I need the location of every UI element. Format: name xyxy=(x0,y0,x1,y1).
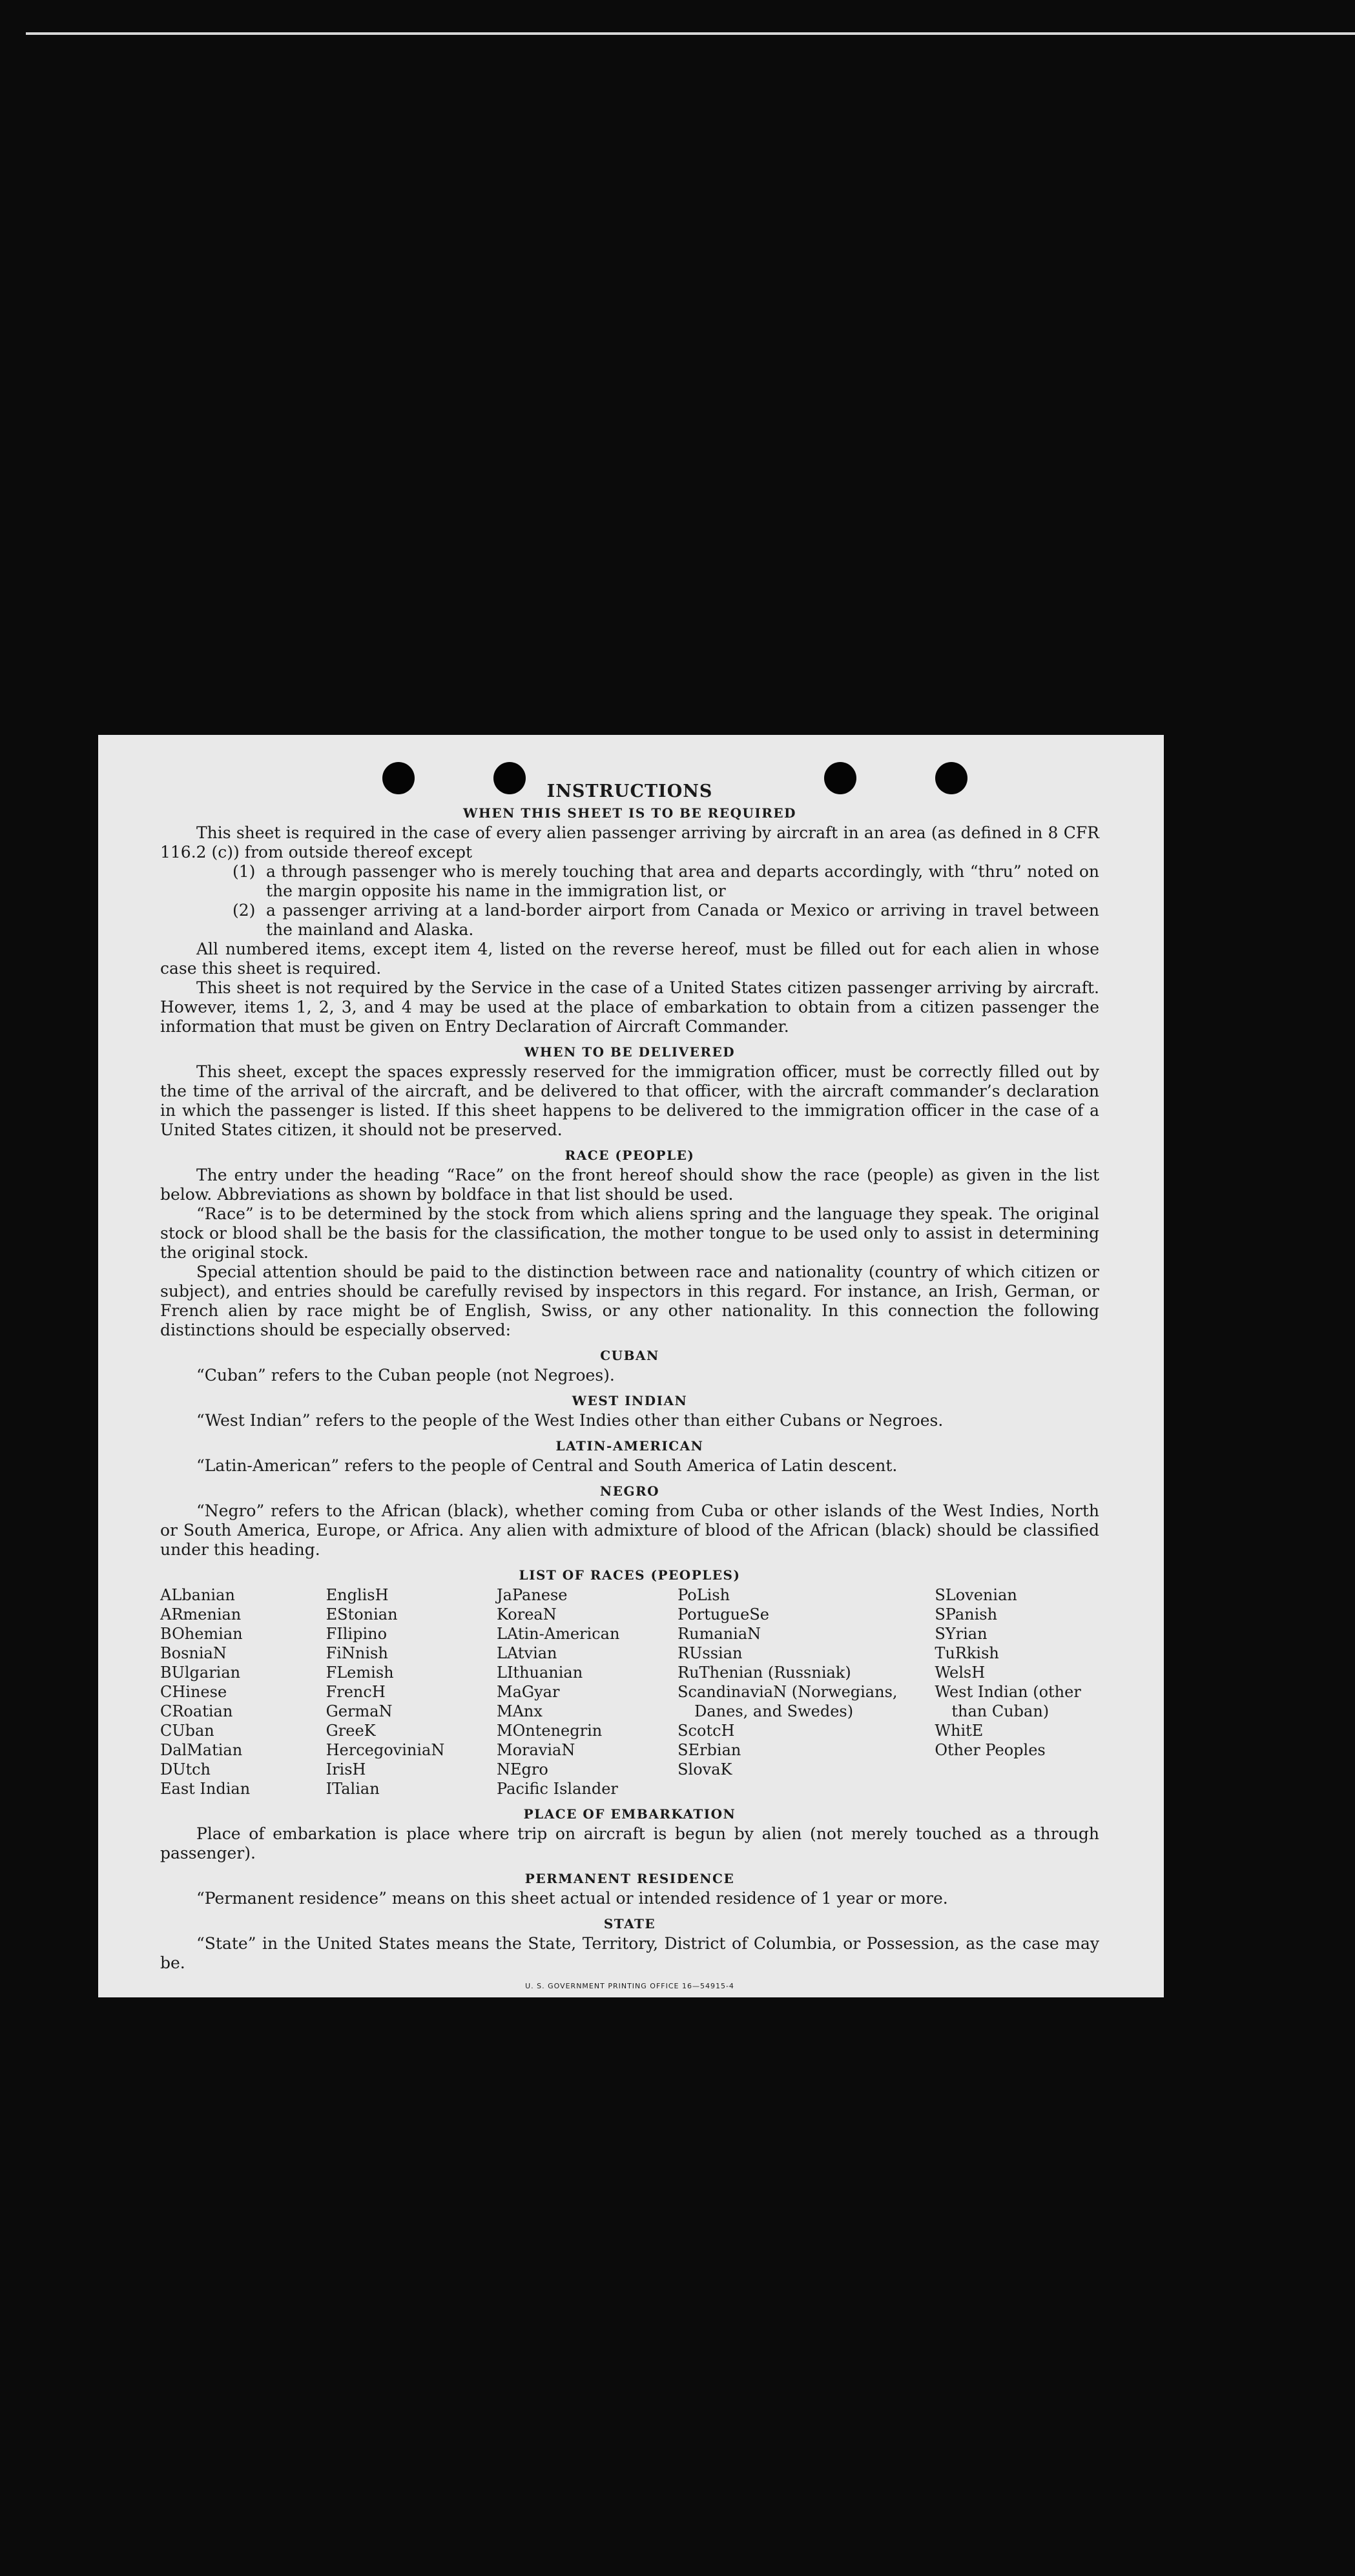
race-item: GreeK xyxy=(326,1722,376,1740)
race-item: CHinese xyxy=(160,1683,227,1701)
paragraph-west-indian: “West Indian” refers to the people of the West Indies other than either Cubans or Negroes. xyxy=(196,1411,944,1430)
heading-west-indian: WEST INDIAN xyxy=(572,1393,688,1408)
paragraph-delivery: This sheet, except the spaces expressly reserved for the immigration officer, must be correctly filled out by the time of the arrival of the aircraft, and be delivered to that officer, with the aircraft commander’s declaration in which the passenger is listed. If this sheet happens to be delivered to the immigration officer in the case of a United States citizen, it should not be preserved. xyxy=(160,1062,1099,1139)
race-item: TuRkish xyxy=(935,1644,999,1662)
race-item: LAtin-American xyxy=(497,1625,620,1643)
heading-race: RACE (PEOPLE) xyxy=(564,1148,695,1163)
exception-list xyxy=(160,862,1099,940)
paragraph-permanent-residence: “Permanent residence” means on this sheet actual or intended residence of 1 year or more. xyxy=(196,1889,948,1908)
punch-hole xyxy=(935,762,967,794)
paragraph-race-entry: The entry under the heading “Race” on the front hereof should show the race (people) as given in the list below. Abbreviations as shown by boldface in that list should be used. xyxy=(160,1166,1099,1204)
race-item: Other Peoples xyxy=(935,1741,1046,1759)
paragraph-latin-american: “Latin-American” refers to the people of Central and South America of Latin descent. xyxy=(196,1456,898,1475)
paragraph-cuban: “Cuban” refers to the Cuban people (not Negroes). xyxy=(196,1366,615,1385)
race-item: BosniaN xyxy=(160,1644,227,1662)
race-item: MaGyar xyxy=(497,1683,560,1701)
race-list xyxy=(160,1585,1099,1798)
race-item: ScotcH xyxy=(678,1722,735,1740)
race-item: RUssian xyxy=(678,1644,743,1662)
heading-latin-american: LATIN-AMERICAN xyxy=(555,1438,704,1454)
race-column xyxy=(497,1585,678,1798)
race-item: NEgro xyxy=(497,1760,548,1778)
paragraph-not-required: This sheet is not required by the Service in the case of a United States citizen passenger arriving by aircraft. However, items 1, 2, 3, and 4 may be used at the place of embarkation to obtain from a citizen passenger the information that must be given on Entry Declaration of Aircraft Commander. xyxy=(160,978,1099,1036)
paragraph-race-nationality: Special attention should be paid to the distinction between race and nationality (country of which citizen or subject), and entries should be carefully revised by inspectors in this regard. For instance, an Irish, German, or French alien by race might be of English, Swiss, or any other nationality. In this connection the following distinctions should be especially observed: xyxy=(160,1262,1099,1339)
punch-hole xyxy=(493,762,526,794)
race-item: ScandinaviaN (Norwegians, Danes, and Swedes) xyxy=(678,1683,898,1720)
heading-embarkation: PLACE OF EMBARKATION xyxy=(523,1806,736,1822)
punch-hole xyxy=(382,762,415,794)
item-text: a passenger arriving at a land-border airport from Canada or Mexico or arriving in travel between the mainland and Alaska. xyxy=(266,901,1099,939)
item-number: (1) xyxy=(233,862,256,881)
race-item: BUlgarian xyxy=(160,1664,241,1682)
heading-negro: NEGRO xyxy=(599,1483,660,1499)
race-column xyxy=(678,1585,935,1798)
race-item: MOntenegrin xyxy=(497,1722,603,1740)
item-number: (2) xyxy=(233,901,256,920)
paragraph-numbered-items: All numbered items, except item 4, listed on the reverse hereof, must be filled out for each alien in whose case this sheet is required. xyxy=(160,940,1099,978)
heading-state: STATE xyxy=(603,1916,656,1932)
race-item: ALbanian xyxy=(160,1586,235,1604)
item-text: a through passenger who is merely touching that area and departs accordingly, with “thru” noted on the margin opposite his name in the immigration list, or xyxy=(266,862,1099,900)
race-item: GermaN xyxy=(326,1702,393,1720)
race-item: WelsH xyxy=(935,1664,986,1682)
race-column xyxy=(935,1585,1099,1798)
race-item: KoreaN xyxy=(497,1605,557,1623)
race-column xyxy=(326,1585,497,1798)
race-item: Pacific Islander xyxy=(497,1780,618,1798)
exception-item xyxy=(233,901,1099,940)
paragraph-required-intro: This sheet is required in the case of every alien passenger arriving by aircraft in an area (as defined in 8 CFR 116.2 (c)) from outside thereof except xyxy=(160,823,1099,861)
race-item: CUban xyxy=(160,1722,214,1740)
race-item: FLemish xyxy=(326,1664,394,1682)
race-item: LAtvian xyxy=(497,1644,557,1662)
race-item: MoraviaN xyxy=(497,1741,575,1759)
race-item: CRoatian xyxy=(160,1702,233,1720)
paragraph-state: “State” in the United States means the State, Territory, District of Columbia, or Possession, as the case may be. xyxy=(160,1934,1099,1972)
race-item: DalMatian xyxy=(160,1741,243,1759)
race-item: PortugueSe xyxy=(678,1605,769,1623)
race-item: FrencH xyxy=(326,1683,386,1701)
race-item: HercegoviniaN xyxy=(326,1741,445,1759)
paragraph-embarkation: Place of embarkation is place where trip on aircraft is begun by alien (not merely touched as a through passenger). xyxy=(160,1824,1099,1862)
heading-when-delivered: WHEN TO BE DELIVERED xyxy=(524,1044,736,1060)
page-title: INSTRUCTIONS xyxy=(546,781,713,801)
race-item: IrisH xyxy=(326,1760,366,1778)
heading-when-required: WHEN THIS SHEET IS TO BE REQUIRED xyxy=(463,805,796,821)
heading-permanent-residence: PERMANENT RESIDENCE xyxy=(524,1871,735,1886)
race-item: EStonian xyxy=(326,1605,398,1623)
race-item: MAnx xyxy=(497,1702,543,1720)
race-item: RuThenian (Russniak) xyxy=(678,1664,851,1682)
race-item: SLovenian xyxy=(935,1586,1017,1604)
paragraph-negro: “Negro” refers to the African (black), whether coming from Cuba or other islands of the West Indies, North or South America, Europe, or Africa. Any alien with admixture of blood of the African (black) should be classified under this heading. xyxy=(160,1501,1099,1559)
paragraph-race-definition: “Race” is to be determined by the stock from which aliens spring and the language they speak. The original stock or blood shall be the basis for the classification, the mother tongue to be used only to assist in determining the original stock. xyxy=(160,1204,1099,1262)
race-item: WhitE xyxy=(935,1722,984,1740)
race-item: LIthuanian xyxy=(497,1664,583,1682)
race-item: SPanish xyxy=(935,1605,998,1623)
heading-cuban: CUBAN xyxy=(600,1348,659,1363)
race-item: ARmenian xyxy=(160,1605,242,1623)
race-item: SlovaK xyxy=(678,1760,732,1778)
race-item: RumaniaN xyxy=(678,1625,761,1643)
heading-list-of-races: LIST OF RACES (PEOPLES) xyxy=(519,1567,741,1583)
printing-office-footer: U. S. GOVERNMENT PRINTING OFFICE 16—54915-4 xyxy=(525,1982,734,1990)
exception-item xyxy=(233,862,1099,901)
race-item: JaPanese xyxy=(497,1586,568,1604)
race-item: EnglisH xyxy=(326,1586,389,1604)
top-rule xyxy=(26,32,1355,35)
race-item: East Indian xyxy=(160,1780,251,1798)
race-item: SYrian xyxy=(935,1625,988,1643)
race-item: DUtch xyxy=(160,1760,211,1778)
race-item: West Indian (other than Cuban) xyxy=(935,1683,1081,1720)
punch-hole xyxy=(824,762,856,794)
race-item: SErbian xyxy=(678,1741,741,1759)
race-item: FiNnish xyxy=(326,1644,388,1662)
race-item: BOhemian xyxy=(160,1625,243,1643)
race-item: FIlipino xyxy=(326,1625,388,1643)
race-item: ITalian xyxy=(326,1780,380,1798)
race-item: PoLish xyxy=(678,1586,730,1604)
instruction-sheet xyxy=(98,735,1164,1997)
race-column xyxy=(160,1585,326,1798)
